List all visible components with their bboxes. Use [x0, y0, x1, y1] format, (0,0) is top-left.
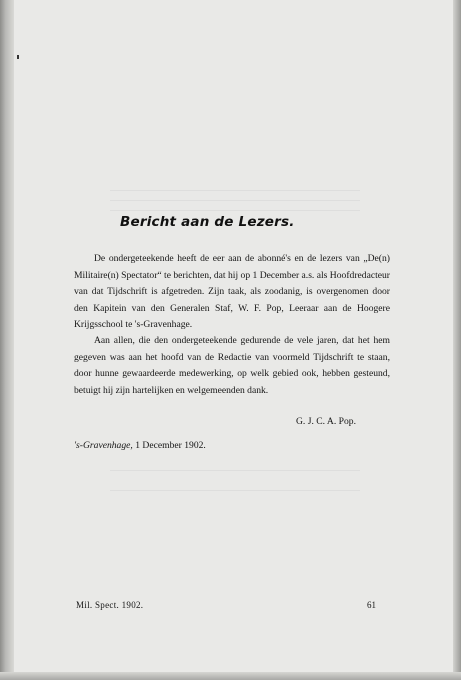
page-binding-edge — [0, 0, 14, 680]
footer-journal-ref: Mil. Spect. 1902. — [76, 600, 144, 610]
page-title: Bericht aan de Lezers. — [120, 214, 295, 230]
show-through-line — [110, 210, 360, 211]
page-right-edge — [453, 0, 461, 680]
dateline — [74, 440, 274, 451]
show-through-line — [110, 200, 360, 201]
show-through-line — [110, 490, 360, 491]
show-through-line — [110, 470, 360, 471]
body-paragraph-1: De ondergeteekende heeft de eer aan de abonné's en de lezers van „De(n) Militaire(n) Spectator“ te berichten, dat hij op 1 December a.s. als Hoofdredacteur van dat Tijdschrift is afgetreden. Zijn taak, als zoodanig, is overgenomen door den Kapitein van den Generalen Staf, W. F. Pop, Leeraar aan de Hoogere Krijgsschool te 's-Gravenhage. — [74, 253, 390, 330]
dateline-date: 1 December 1902. — [135, 440, 206, 451]
dateline-place: 's-Gravenhage, — [74, 440, 133, 451]
body-paragraph-2: Aan allen, die den ondergeteekende gedurende de vele jaren, dat het hem gegeven was aan het hoofd van de Redactie van voormeld Tijdschrift te staan, door hunne gewaardeerde medewerking, op welk gebied ook, hebben gesteund, betuigt hij zijn hartelijken en welgemeenden dank. — [74, 335, 390, 396]
signature: G. J. C. A. Pop. — [296, 416, 356, 427]
show-through-line — [110, 190, 360, 191]
footer-page-number: 61 — [367, 600, 376, 610]
margin-mark — [17, 55, 19, 59]
page-bottom-edge — [0, 672, 461, 680]
